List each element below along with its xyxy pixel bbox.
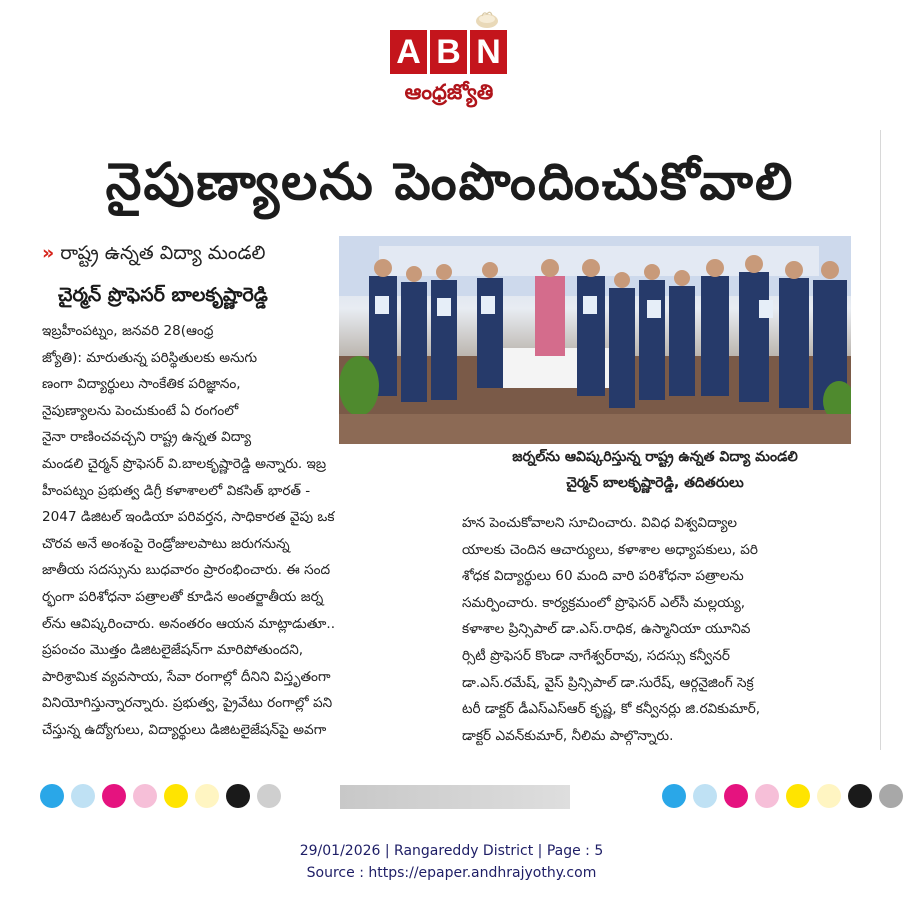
body-line: టరీ డాక్టర్ డీఎస్ఎస్ఆర్ కృష్ణ, కో కన్వీనర్లు జి.రవికుమార్,	[462, 701, 761, 718]
article-body-left	[42, 318, 442, 744]
body-line: ర్సిటీ ప్రొఫెసర్ కొండా నాగేశ్వర్‌రావు, సదస్సు కన్వీనర్	[462, 647, 730, 664]
print-gray-strip	[340, 785, 570, 809]
body-line: హీంపట్నం ప్రభుత్వ డిగ్రీ కళాశాలలో వికసిత్ భారత్ -	[42, 482, 311, 499]
kicker-line-2: చైర్మన్ ప్రొఫెసర్ బాలకృష్ణారెడ్డి	[58, 284, 268, 306]
color-swatch	[164, 784, 188, 808]
body-line: మండలి చైర్మన్ ప్రొఫెసర్ వి.బాలకృష్ణారెడ్డి అన్నారు. ఇబ్ర	[42, 455, 327, 472]
page-footer	[0, 840, 903, 884]
body-line: సమర్పించారు. కార్యక్రమంలో ప్రొఫెసర్ ఎల్‌సీ మల్లయ్య,	[462, 594, 746, 611]
article-headline: నైపుణ్యాలను పెంపొందించుకోవాలి	[105, 153, 795, 212]
double-chevron-icon: »	[42, 242, 55, 264]
color-swatch	[257, 784, 281, 808]
color-swatch	[102, 784, 126, 808]
body-line: ర్భంగా పరిశోధనా పత్రాలతో కూడిన అంతర్జాతీయ జర్న	[42, 588, 324, 605]
color-swatch	[195, 784, 219, 808]
color-swatch	[226, 784, 250, 808]
color-swatch	[786, 784, 810, 808]
body-line: హన పెంచుకోవాలని సూచించారు. వివిధ విశ్వవిద్యాల	[462, 515, 738, 531]
kicker-line-1-text: రాష్ట్ర ఉన్నత విద్యా మండలి	[60, 242, 266, 264]
photo-caption	[455, 444, 855, 496]
caption-line-1: జర్నల్‌ను ఆవిష్కరిస్తున్న రాష్ట్ర ఉన్నత విద్యా మండలి	[512, 449, 798, 465]
kicker-line-1	[42, 242, 265, 269]
body-line: జాతీయ సదస్సును బుధవారం ప్రారంభించారు. ఈ సంద	[42, 562, 331, 579]
body-line: చొరవ అనే అంశంపై రెండ్రోజులపాటు జరుగనున్న	[42, 535, 290, 552]
body-line: వినియోగిస్తున్నారన్నారు. ప్రభుత్వ, ప్రైవేటు రంగాల్లో పని	[42, 695, 333, 712]
body-line: డా.ఎస్.రమేష్, వైస్ ప్రిన్సిపాల్ డా.సురేష్, ఆర్గనైజింగ్ సెక్ర	[462, 674, 754, 691]
body-line: నైపుణ్యాలను పెంచుకుంటే ఏ రంగంలో	[42, 402, 239, 419]
body-line: ణంగా విద్యార్థులు సాంకేతిక పరిజ్ఞానం,	[42, 376, 241, 393]
footer-source: Source : https://epaper.andhrajyothy.com	[306, 865, 597, 881]
color-swatch	[133, 784, 157, 808]
logo-letter-n: N	[470, 30, 507, 74]
logo-subtitle: ఆంధ్రజ్యోతి	[404, 80, 494, 104]
logo-letters	[390, 30, 507, 74]
body-line: డాక్టర్ ఎవన్‌కుమార్, నీలిమ పాల్గొన్నారు.	[462, 727, 674, 744]
body-line: నైనా రాణించవచ్చని రాష్ట్ర ఉన్నత విద్యా	[42, 429, 252, 446]
body-line: కళాశాల ప్రిన్సిపాల్ డా.ఎస్.రాధిక, ఉస్మానియా యూనివ	[462, 621, 751, 638]
caption-line-2: చైర్మన్ బాలకృష్ణారెడ్డి, తదితరులు	[566, 475, 744, 491]
body-line: ఇబ్రహీంపట్నం, జనవరి 28(ఆంధ్ర	[42, 323, 214, 339]
color-swatch	[817, 784, 841, 808]
color-swatch	[755, 784, 779, 808]
body-line: పారిశ్రామిక వ్యవసాయ, సేవా రంగాల్లో దీనిని విస్తృతంగా	[42, 668, 331, 685]
body-line: ల్‌ను ఆవిష్కరించారు. అనంతరం ఆయన మాట్లాడుతూ..	[42, 615, 336, 632]
footer-edition-info: 29/01/2026 | Rangareddy District | Page : 5	[299, 843, 604, 859]
body-line: యాలకు చెందిన ఆచార్యులు, కళాశాల అధ్యాపకులు, పరి	[462, 541, 758, 558]
article-body-right	[462, 510, 872, 749]
color-swatch	[879, 784, 903, 808]
color-swatch	[693, 784, 717, 808]
logo-letter-b: B	[430, 30, 467, 74]
body-line: ప్రపంచం మొత్తం డిజిటలైజేషన్‌గా మారిపోతుందని,	[42, 642, 304, 659]
cup-icon	[474, 10, 500, 30]
body-line: జ్యోతి): మారుతున్న పరిస్థితులకు అనుగు	[42, 349, 258, 366]
print-color-bar-right	[662, 784, 903, 810]
color-swatch	[40, 784, 64, 808]
logo-letter-a: A	[390, 30, 427, 74]
color-swatch	[848, 784, 872, 808]
color-swatch	[724, 784, 748, 808]
color-swatch	[71, 784, 95, 808]
body-line: చేస్తున్న ఉద్యోగులు, విద్యార్థులు డిజిటలైజేషన్‌పై అవగా	[42, 721, 327, 738]
abn-andhrajyothy-logo	[390, 10, 515, 102]
print-color-bar-left	[40, 784, 281, 810]
color-swatch	[662, 784, 686, 808]
body-line: 2047 డిజిటల్ ఇండియా పరివర్తన, సాధికారత వైపు ఒక	[42, 509, 335, 526]
column-divider	[880, 130, 881, 750]
body-line: శోధక విద్యార్థులు 60 మంది వారి పరిశోధనా పత్రాలను	[462, 568, 744, 585]
